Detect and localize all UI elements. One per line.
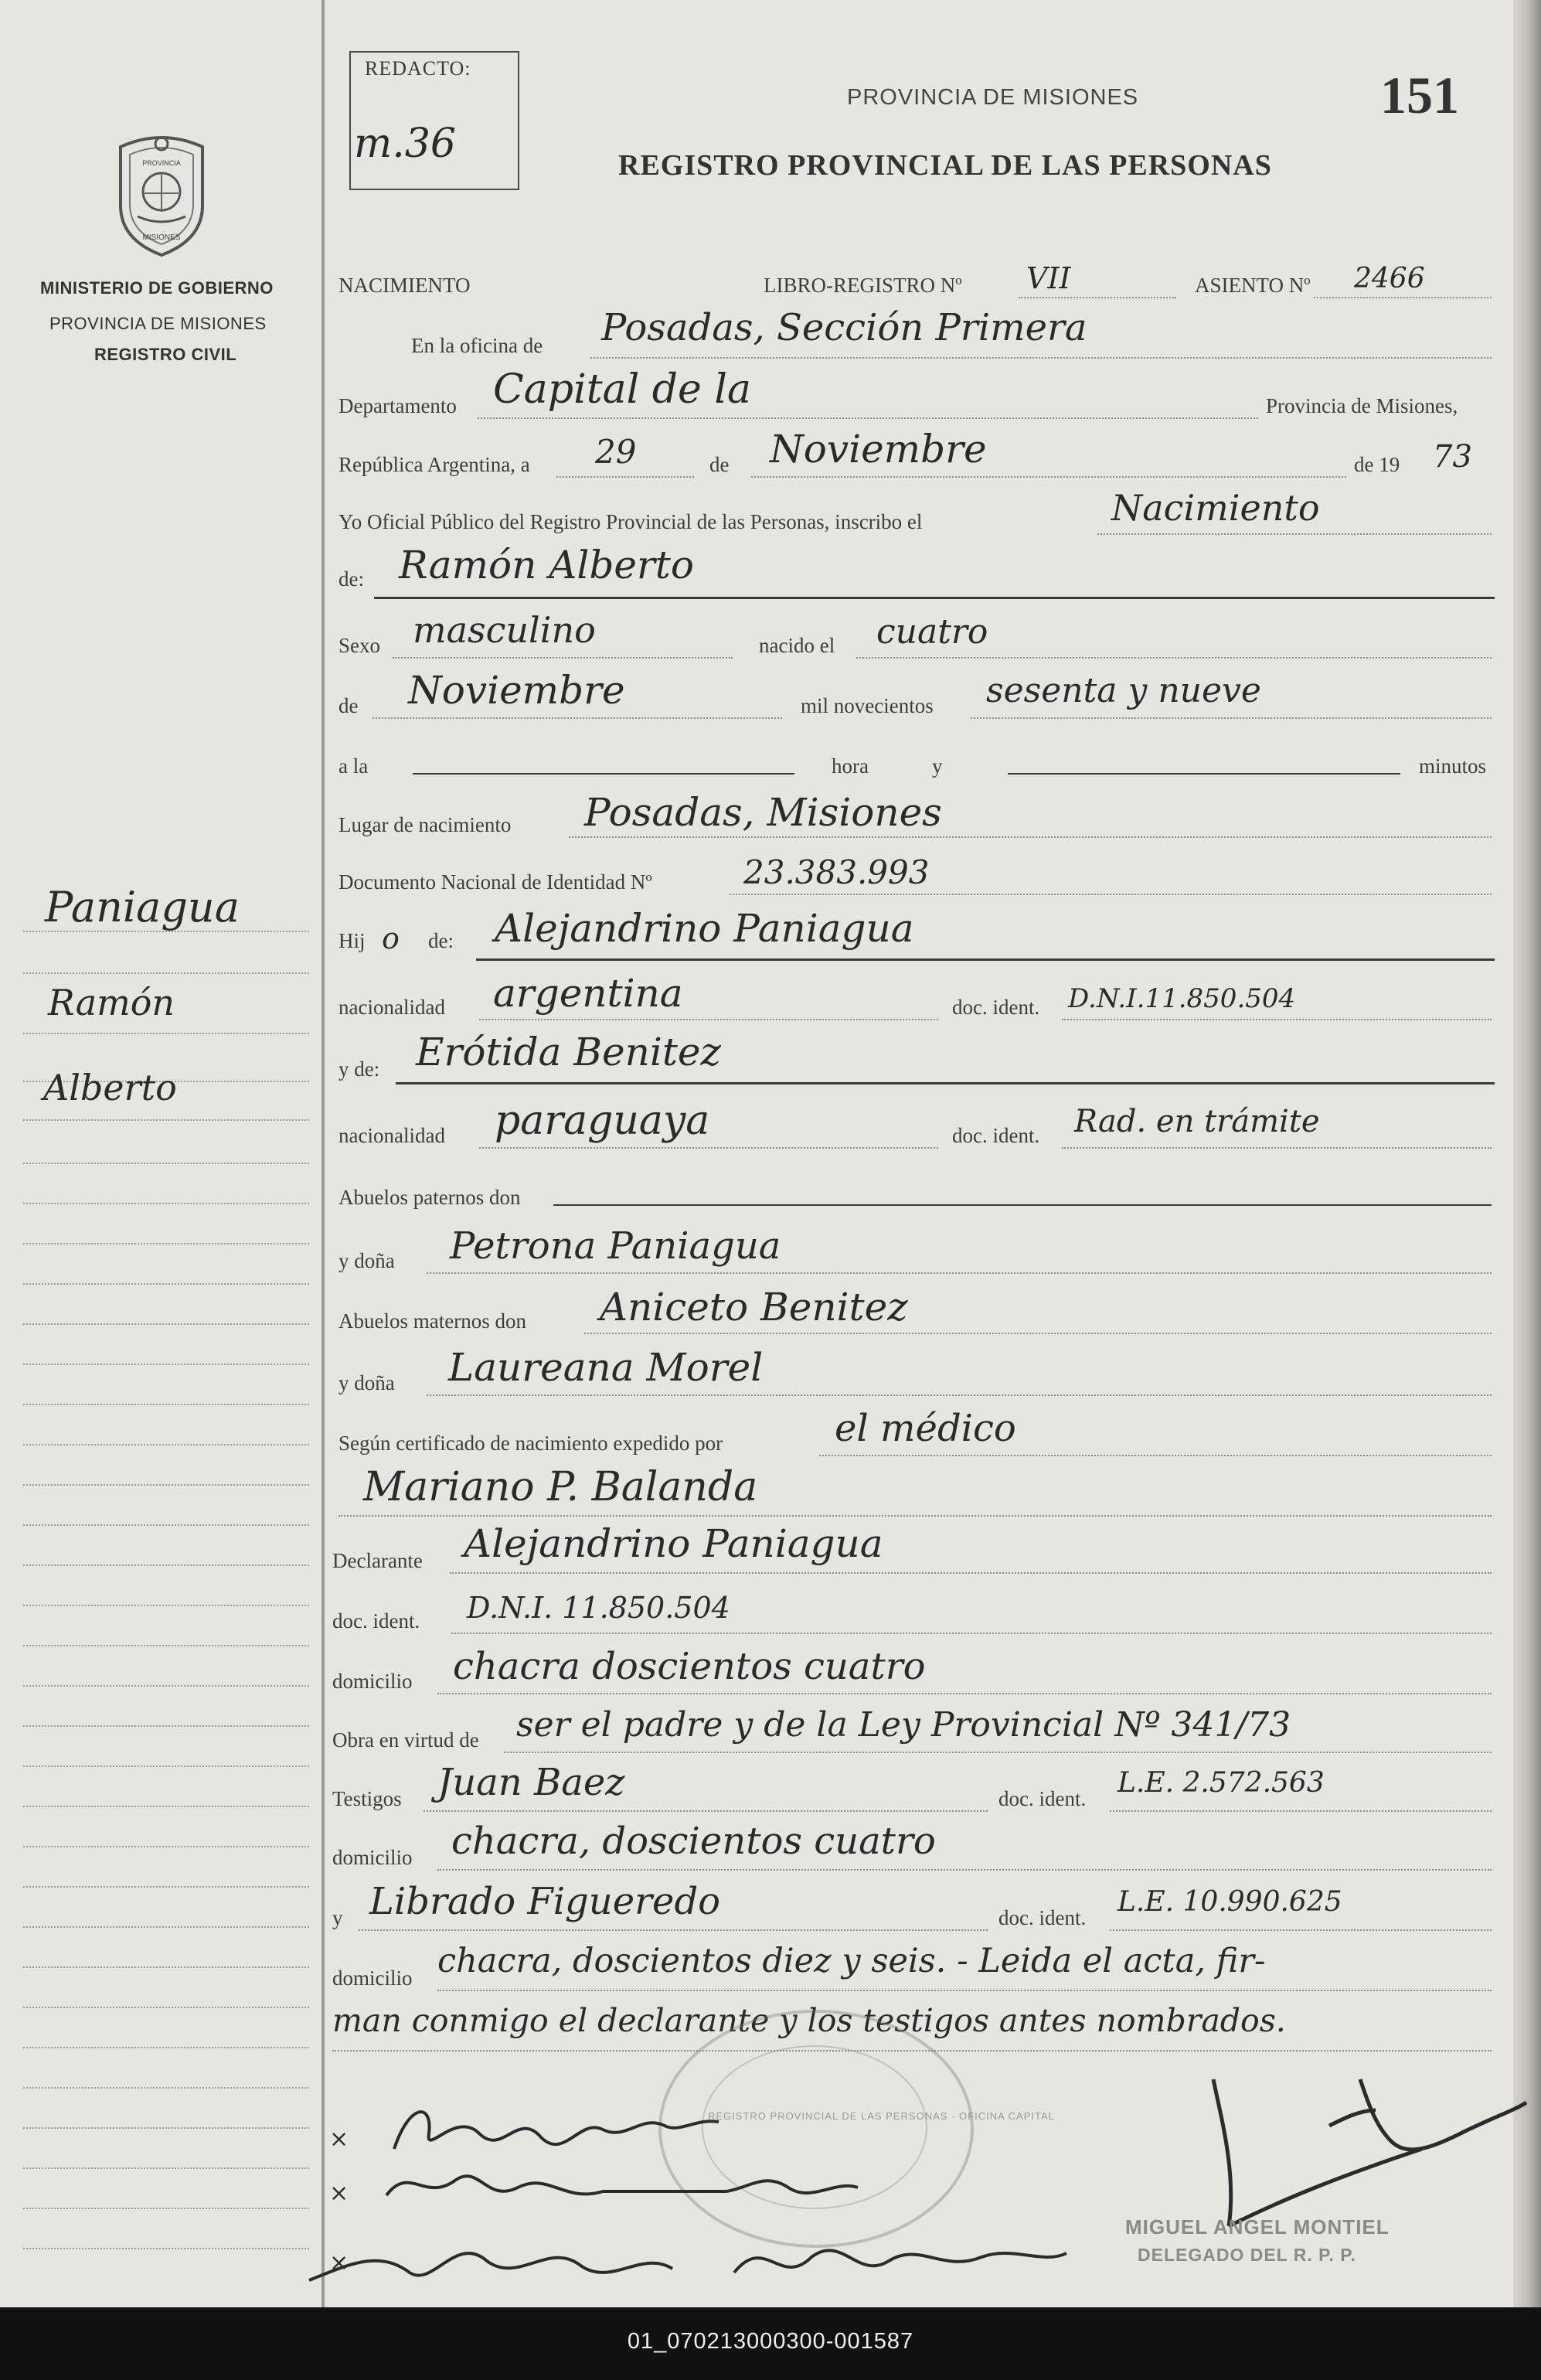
sexo-value: masculino: [413, 609, 596, 651]
hora-label: hora: [832, 754, 869, 778]
abuela-paterna-label: y doña: [338, 1249, 395, 1272]
testigos-label: Testigos: [332, 1787, 402, 1810]
redacto-label: REDACTO:: [365, 57, 471, 80]
oficina-label: En la oficina de: [411, 334, 543, 357]
page-title: REGISTRO PROVINCIAL DE LAS PERSONAS: [618, 149, 1272, 182]
declarante-domicilio-label: domicilio: [332, 1670, 413, 1693]
ministry-label: MINISTERIO DE GOBIERNO: [40, 278, 274, 298]
abuelos-maternos-label: Abuelos maternos don: [338, 1309, 526, 1333]
de2-label: de:: [338, 567, 364, 591]
hijo-de-label: de:: [428, 929, 454, 952]
abuelo-materno-value: Aniceto Benitez: [600, 1285, 908, 1330]
declarante-label: Declarante: [332, 1549, 423, 1572]
provincia-de-misiones-seal-icon: [110, 131, 213, 258]
testigo2-domicilio-value: chacra, doscientos diez y seis. - Leida el acta, fir-: [437, 1942, 1266, 1980]
lugar-value: Posadas, Misiones: [584, 790, 942, 835]
mes-value: Noviembre: [770, 427, 987, 472]
asiento-label: ASIENTO Nº: [1195, 274, 1311, 297]
officer-name: MIGUEL ANGEL MONTIEL: [1125, 2215, 1390, 2239]
closing-text: man conmigo el declarante y los testigos antes nombrados.: [332, 2002, 1286, 2039]
abuelos-paternos-label: Abuelos paternos don: [338, 1186, 521, 1209]
testigo2-signature: [301, 2218, 1074, 2296]
madre-nacionalidad-label: nacionalidad: [338, 1124, 445, 1147]
oficial-label: Yo Oficial Público del Registro Provincial de las Personas, inscribo el: [338, 510, 923, 533]
declarante-value: Alejandrino Paniagua: [464, 1521, 883, 1566]
officer-title: DELEGADO DEL R. P. P.: [1138, 2245, 1357, 2265]
margin-first-name: Ramón: [48, 982, 175, 1023]
libro-label: LIBRO-REGISTRO Nº: [764, 274, 962, 297]
margin-surname: Paniagua: [45, 883, 240, 931]
sexo-label: Sexo: [338, 634, 380, 657]
page-edge-shadow: [1513, 0, 1541, 2307]
nacido-label: nacido el: [759, 634, 835, 657]
testigo2-value: Librado Figueredo: [369, 1880, 721, 1923]
abuela-materna-value: Laureana Morel: [448, 1345, 764, 1390]
padre-doc-value: D.N.I.11.850.504: [1068, 983, 1296, 1014]
emblem-top-text: PROVINCIA: [142, 159, 181, 167]
departamento-label: Departamento: [338, 394, 457, 417]
signature-marker-3: ×: [329, 2249, 349, 2276]
testigo1-doc-value: L.E. 2.572.563: [1117, 1767, 1325, 1799]
obra-value: ser el padre y de la Ley Provincial Nº 341/73: [516, 1705, 1291, 1745]
declarante-doc-label: doc. ident.: [332, 1609, 420, 1633]
departamento-value: Capital de la: [493, 366, 751, 413]
nacido-value: cuatro: [876, 612, 988, 652]
obra-label: Obra en virtud de: [332, 1728, 479, 1752]
libro-value: VII: [1026, 261, 1071, 295]
madre-value: Erótida Benitez: [416, 1030, 721, 1074]
de3-label: de: [338, 694, 359, 717]
signature-marker-2: ×: [329, 2180, 349, 2207]
declarante-domicilio-value: chacra doscientos cuatro: [453, 1645, 926, 1688]
hijo-suffix: o: [382, 921, 400, 955]
testigo1-docident-label: doc. ident.: [998, 1787, 1087, 1810]
emblem-bottom-text: MISIONES: [142, 233, 181, 242]
abuela-paterna-value: Petrona Paniagua: [450, 1224, 781, 1268]
hijo-label: Hij: [338, 929, 366, 952]
anio-value: 73: [1433, 439, 1472, 475]
nombre-value: Ramón Alberto: [399, 543, 695, 587]
testigo2-docident-label: doc. ident.: [998, 1906, 1087, 1929]
testigo1-signature: [371, 2157, 866, 2218]
asiento-value: 2466: [1354, 263, 1425, 295]
minutos-label: minutos: [1419, 754, 1487, 778]
province-label: PROVINCIA DE MISIONES: [49, 314, 267, 333]
declarante-doc-value: D.N.I. 11.850.504: [467, 1591, 730, 1625]
testigo2-domicilio-label: domicilio: [332, 1966, 413, 1990]
anio-prefix: de 19: [1354, 453, 1400, 476]
declarante-signature: [386, 2095, 726, 2164]
documento-label: Documento Nacional de Identidad Nº: [338, 870, 652, 894]
padre-docident-label: doc. ident.: [952, 996, 1040, 1019]
y2-label: y: [332, 1906, 343, 1929]
madre-nac-value: paraguaya: [495, 1098, 710, 1144]
footer-bar: [0, 2307, 1541, 2380]
signature-marker-1: ×: [329, 2126, 349, 2153]
madre-docident-label: doc. ident.: [952, 1124, 1040, 1147]
padre-nac-value: argentina: [493, 971, 683, 1016]
header-province: PROVINCIA DE MISIONES: [847, 85, 1139, 110]
yde-label: y de:: [338, 1057, 380, 1081]
y-label: y: [932, 754, 943, 778]
file-id: 01_070213000300-001587: [627, 2329, 914, 2354]
documento-value: 23.383.993: [743, 853, 930, 891]
ala-label: a la: [338, 754, 369, 778]
certificado-label: Según certificado de nacimiento expedido por: [338, 1432, 723, 1455]
lugar-label: Lugar de nacimiento: [338, 813, 512, 836]
page-number: 151: [1380, 66, 1459, 124]
mil-label: mil novecientos: [801, 694, 934, 717]
provincia-label: Provincia de Misiones,: [1266, 394, 1458, 417]
abuela-materna-label: y doña: [338, 1371, 395, 1394]
testigo1-value: Juan Baez: [437, 1761, 625, 1804]
redacto-value: m.36: [354, 121, 457, 167]
de-label: de: [709, 453, 730, 476]
testigo1-domicilio-label: domicilio: [332, 1846, 413, 1869]
certificado-value: el médico: [835, 1407, 1016, 1450]
padre-value: Alejandrino Paniagua: [495, 906, 914, 951]
record-type-label: NACIMIENTO: [338, 274, 471, 297]
mes-nac-value: Noviembre: [408, 668, 625, 713]
medico-value: Mariano P. Balanda: [363, 1464, 758, 1510]
republica-label: República Argentina, a: [338, 453, 530, 476]
margin-divider: [321, 0, 325, 2307]
oficina-value: Posadas, Sección Primera: [601, 306, 1087, 349]
anio-nac-value: sesenta y nueve: [986, 671, 1261, 710]
margin-second-name: Alberto: [43, 1067, 177, 1108]
madre-doc-value: Rad. en trámite: [1074, 1104, 1320, 1139]
oficial-value: Nacimiento: [1111, 487, 1320, 529]
testigo2-doc-value: L.E. 10.990.625: [1117, 1886, 1342, 1918]
stamp-text: REGISTRO PROVINCIAL DE LAS PERSONAS · OFICINA CAPITAL: [708, 2110, 1055, 2122]
testigo1-domicilio-value: chacra, doscientos cuatro: [451, 1820, 936, 1863]
dia-value: 29: [595, 433, 637, 471]
registry-label: REGISTRO CIVIL: [94, 345, 237, 364]
padre-nacionalidad-label: nacionalidad: [338, 996, 445, 1019]
